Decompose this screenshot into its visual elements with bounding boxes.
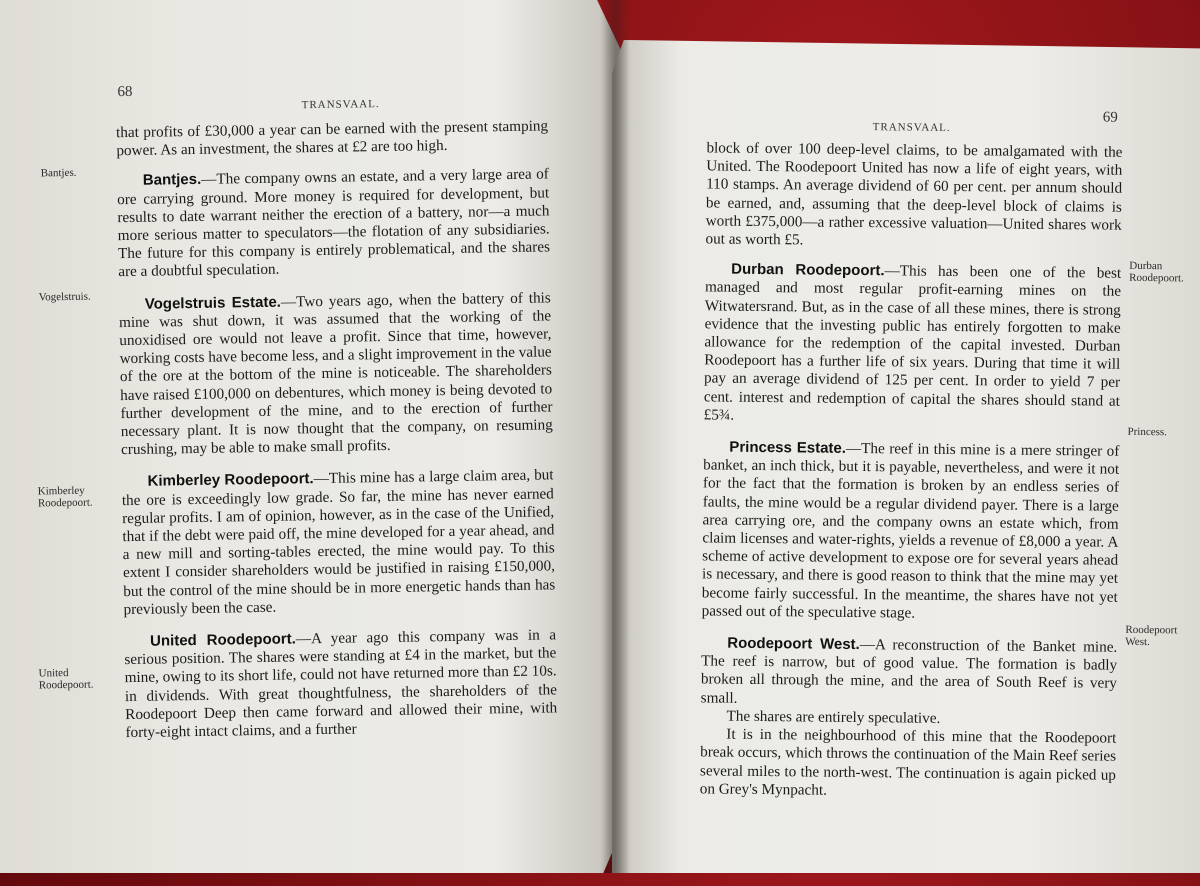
body-united: —A year ago this company was in a serious position. The shares were standing at £4 in the market, but the mine, owing to its short life, could not have returned more than £2 10s. in dividends. With great thoughtfulness, the shareholders of the Roodepoort Deep then came forward and allowed their mine, with forty-eight intact claims, and a further <box>124 626 558 742</box>
right-page-number: 69 <box>1102 109 1118 126</box>
paragraph-durban <box>704 261 1122 429</box>
heading-united: United Roodepoort. <box>149 630 296 650</box>
body-roodepoort-west: —A reconstruction of the Banket mine. The reef is narrow, but of good value. The formation is badly broken all through the mine, and the area of South Reef is very small. <box>700 636 1118 707</box>
body-princess: —The reef in this mine is a mere stringer of banket, an inch thick, but it is payable, nevertheless, and were it not for the fact that the formation is broken by an endless series of faults, the mine would be a regular dividend payer. There is a large area carrying ore, and the company owns an estate which, from claim licenses and water-rights, yields a revenue of £8,000 a year. A scheme of active development to expose ore for several years ahead is necessary, and there is good reason to think that the mine may yet become fairly successful. In the meantime, the shares have not yet passed out of the speculative stage. <box>701 439 1120 622</box>
body-bantjes: —The company owns an estate, and a very large area of ore carrying ground. More money is required for development, but results to date warrant neither the erection of a battery, nor—a much more serious matter to speculators—the flotation of any subsidiaries. The future for this company is entirely problematical, and the shares are a doubtful speculation. <box>117 165 551 281</box>
margin-note-kimberley: Kimberley Roodepoort. <box>37 484 93 510</box>
heading-vogelstruis: Vogelstruis Estate. <box>144 293 282 313</box>
heading-princess: Princess Estate. <box>729 438 847 457</box>
right-intro-paragraph: block of over 100 deep-level claims, to be amalgamated with the United. The Roodepoort United has now a life of eight years, with 110 stamps. An average dividend of 60 per cent. per annum should be earned, and, assuming that the deep-level block of claims is worth £375,000—a rather excessive valuation—United shares work out as worth £5. <box>705 139 1123 249</box>
margin-note-durban: Durban Roodepoort. <box>1129 259 1184 285</box>
body-durban: —This has been one of the best managed and most regular profit-earning mines on the Witwatersrand. But, as in the case of all these mines, there is strong evidence that the investing public has entirely forgotten to make allowance for the redemption of the capital invested. Durban Roodepoort has a further life of six years. During that time it will pay an average dividend of 125 per cent. In order to yield 7 per cent. interest and redemption of capital the shares should stand at £5¾. <box>703 262 1122 424</box>
margin-note-united: United Roodepoort. <box>38 667 94 692</box>
paragraph-roodepoort-west <box>701 634 1118 711</box>
heading-roodepoort-west: Roodepoort West. <box>727 634 860 654</box>
margin-note-vogelstruis: Vogelstruis. <box>38 290 91 304</box>
margin-note-bantjes: Bantjes. <box>40 166 77 180</box>
heading-kimberley: Kimberley Roodepoort. <box>147 470 314 491</box>
left-intro-paragraph: that profits of £30,000 a year can be earned with the present stamping power. As an investment, the shares at £2 are too high. <box>115 117 549 160</box>
left-page-number: 68 <box>117 83 133 101</box>
margin-note-princess: Princess. <box>1127 425 1168 439</box>
heading-durban: Durban Roodepoort. <box>731 260 885 280</box>
paragraph-princess <box>702 438 1120 624</box>
right-page-text <box>700 139 1123 802</box>
body-vogelstruis: —Two years ago, when the battery of this mine was shut down, it was assumed that the working of the unoxidised ore would not leave a profit. Since that time, however, working costs have become less, and a slight improvement in the value of the ore at the bottom of the mine is noticeable. The shareholders have raised £100,000 on debentures, which money is being devoted to further development of the mine, and to the erection of further necessary plant. It is now thought that the company, on resuming crushing, may be able to make small profits. <box>118 289 553 459</box>
left-running-header: TRANSVAAL. <box>301 98 380 112</box>
heading-bantjes: Bantjes. <box>142 171 202 190</box>
paragraph-shares-speculative: The shares are entirely speculative. <box>726 707 941 727</box>
right-running-header: TRANSVAAL. <box>872 121 951 134</box>
body-kimberley: —This mine has a large claim area, but the ore is exceedingly low grade. So far, the mine has never earned regular profits. I am of opinion, however, as in the case of the Unified, that if the debt were paid off, the mine developed for a year ahead, and a new mill and sorting-tables erected, the mine would pay. To this extent I consider shareholders would be justified in raising £150,000, but the control of the mine should be in more energetic hands than has previously been the case. <box>121 466 556 619</box>
margin-note-roodepoort-west: Roodepoort West. <box>1125 623 1178 649</box>
paragraph-roodepoort-break: It is in the neighbourhood of this mine that the Roodepoort break occurs, which throws the continuation of the Main Reef series several miles to the north-west. The continuation is again picked up on Grey's Mynpacht. <box>699 725 1117 799</box>
